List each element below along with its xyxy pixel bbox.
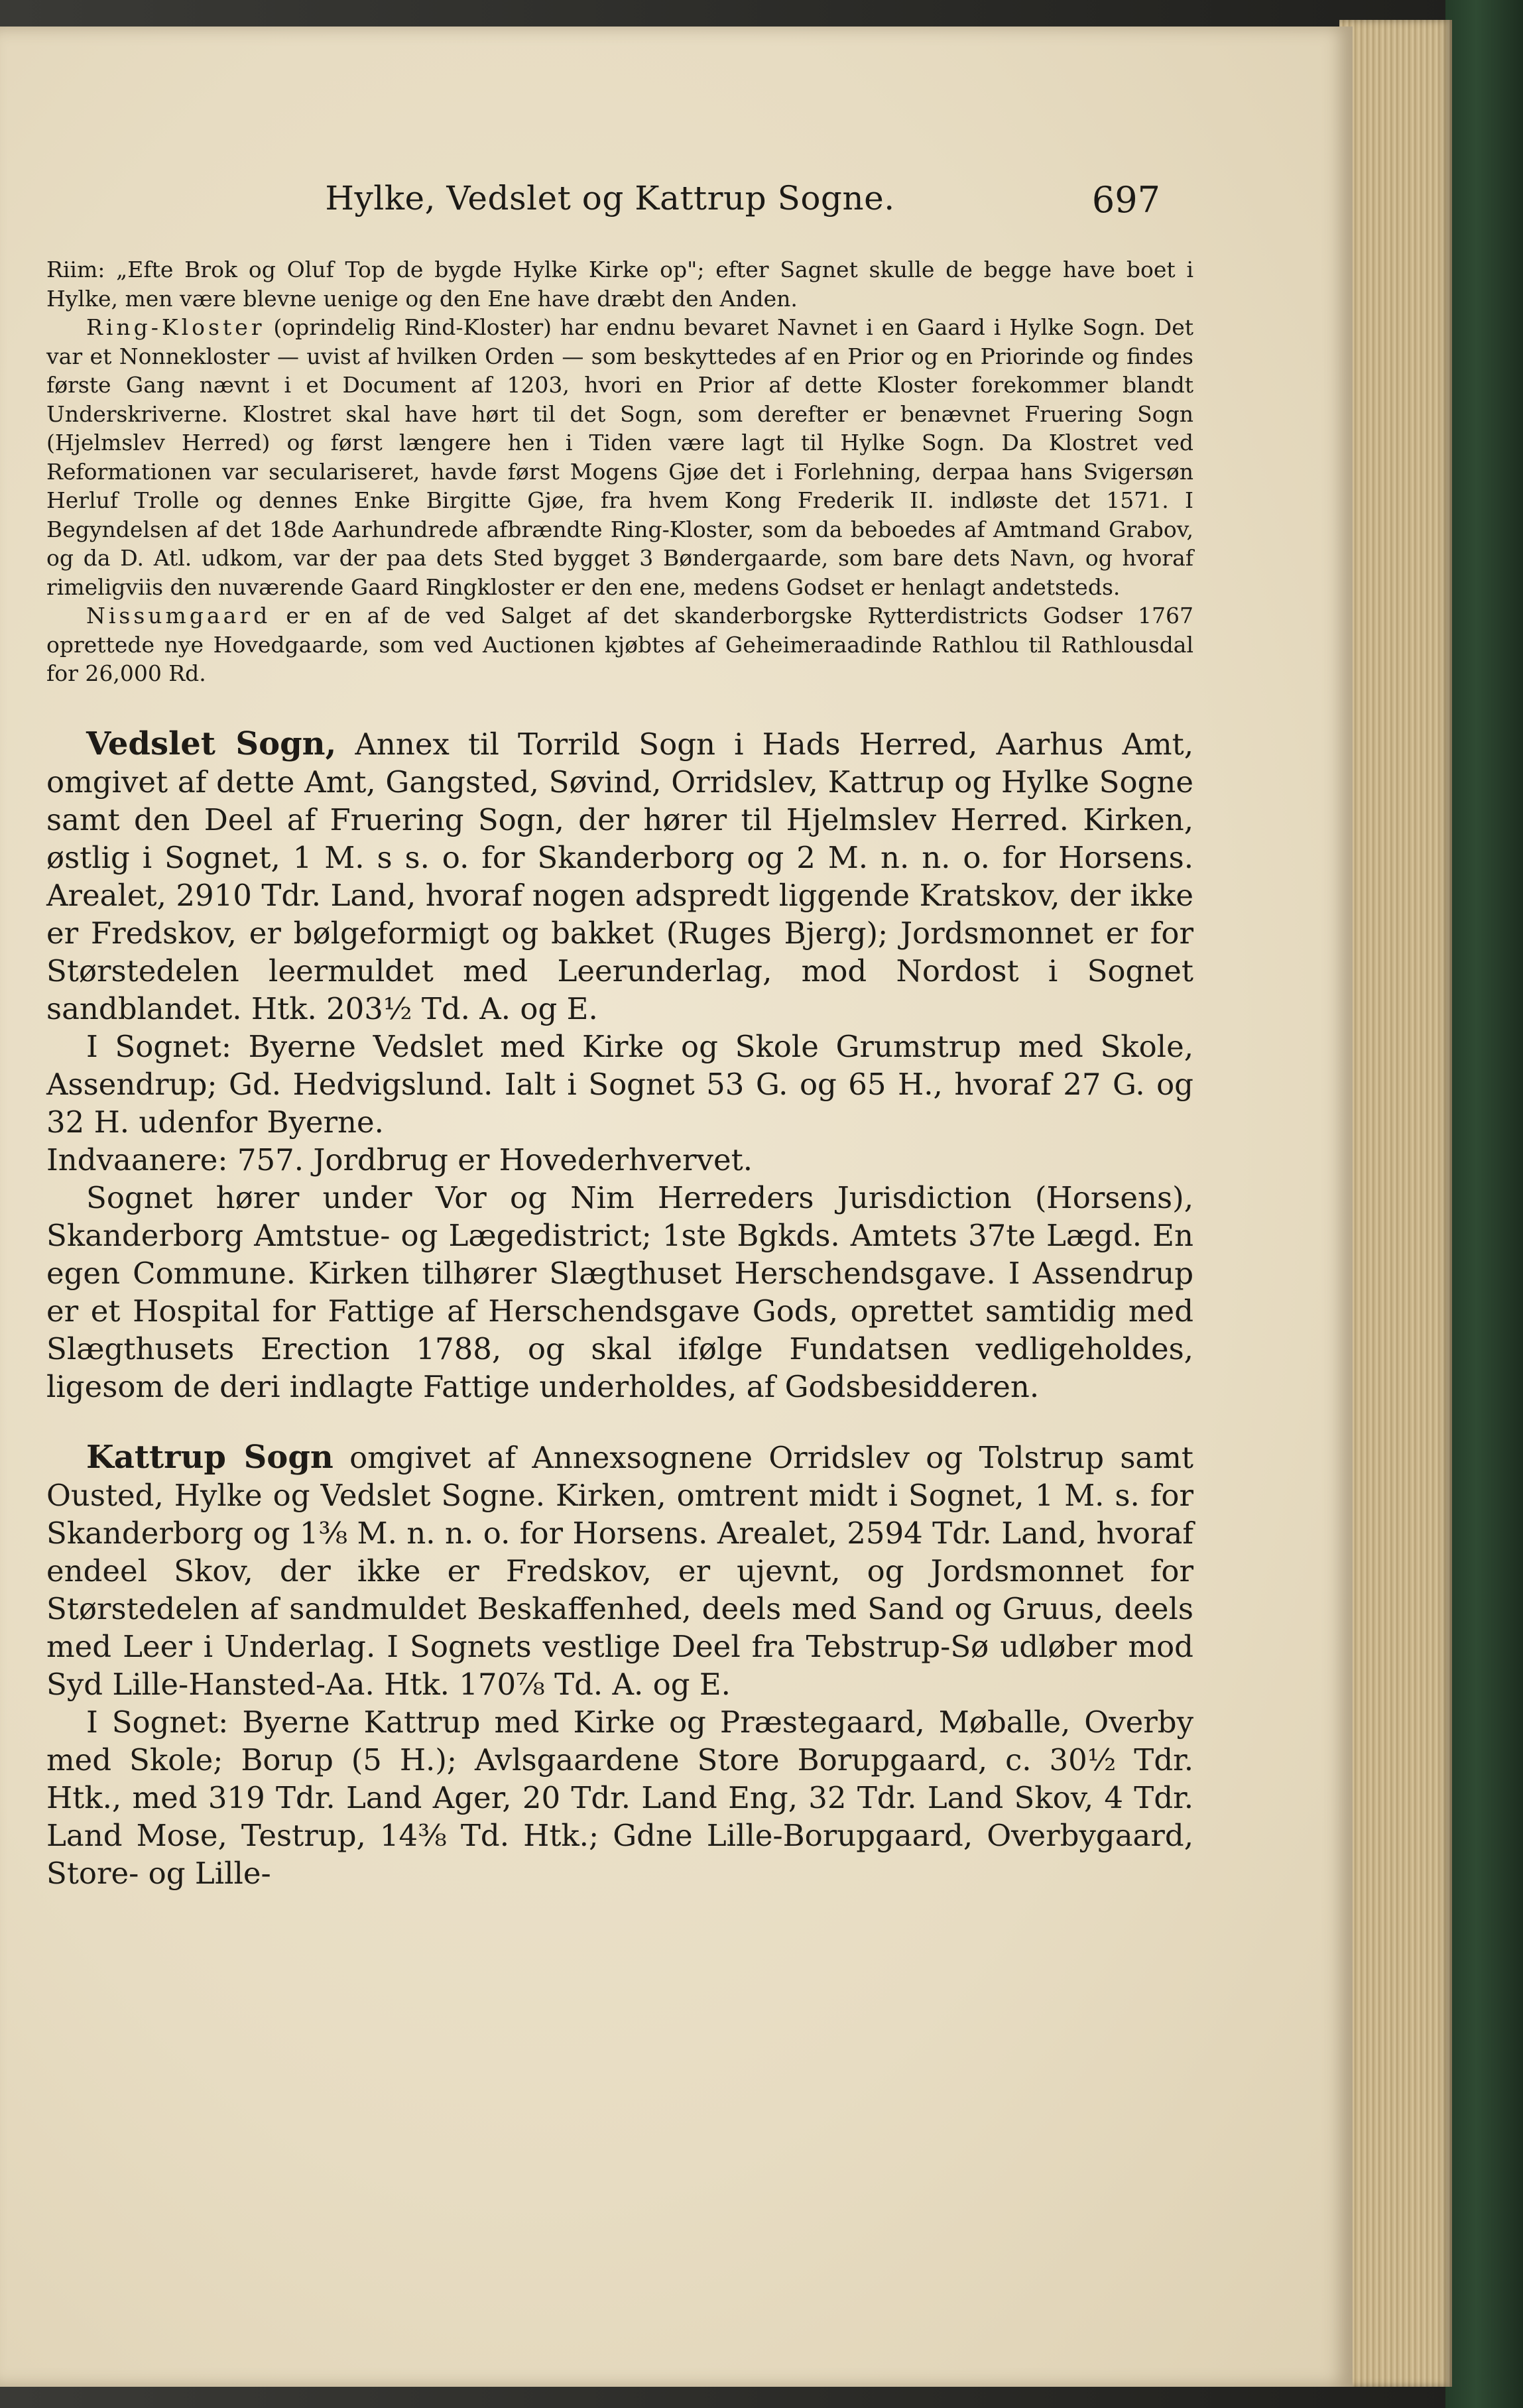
page-header xyxy=(0,179,1233,232)
vedslet-paragraph-2: I Sognet: Byerne Vedslet med Kirke og Skole Grumstrup med Skole, Assendrup; Gd. Hedvigslund. Ialt i Sognet 53 G. og 65 H., hvoraf 27 G. og 32 H. udenfor Byerne. xyxy=(46,1028,1193,1140)
kattrup-text-1: omgivet af Annexsognene Orridslev og Tolstrup samt Ousted, Hylke og Vedslet Sogne. Kirken, omtrent midt i Sognet, 1 M. s. for Skanderborg og 1⅜ M. n. n. o. for Horsens. Arealet, 2594 Tdr. Land, hvoraf endeel Skov, der ikke er Fredskov, er ujevnt, og Jordsmonnet for Størstedelen af sandmuldet Beskaffenhed, deels med Sand og Gruus, deels med Leer i Underlag. I Sognets vestlige Deel fra Tebstrup-Sø udløber mod Syd Lille-Hansted-Aa. Htk. 170⅞ Td. A. og E. xyxy=(46,1439,1193,1702)
book-cover xyxy=(1445,0,1523,2408)
vedslet-title: Vedslet Sogn, xyxy=(86,725,337,762)
book-page xyxy=(0,27,1353,2387)
nissumgaard-term: Nissumgaard xyxy=(86,603,271,629)
running-head: Hylke, Vedslet og Kattrup Sogne. xyxy=(325,179,895,217)
page-edges xyxy=(1339,20,1452,2387)
vedslet-paragraph-4: Sognet hører under Vor og Nim Herreders Jurisdiction (Horsens), Skanderborg Amtstue- og Lægedistrict; 1ste Bgkds. Amtets 37te Lægd. En egen Commune. Kirken tilhører Slægthuset Herschendsgave. I Assendrup er et Hospital for Fattige af Herschendsgave Gods, oprettet samtidig med Slægthusets Erection 1788, og skal ifølge Fundatsen vedligeholdes, ligesom de deri indlagte Fattige underholdes, af Godsbesidderen. xyxy=(46,1179,1193,1404)
vedslet-section xyxy=(46,725,1193,1406)
kattrup-paragraph-2: I Sognet: Byerne Kattrup med Kirke og Præstegaard, Møballe, Overby med Skole; Borup (5 H.); Avlsgaardene Store Borupgaard, c. 30½ Tdr. Htk., med 319 Tdr. Land Ager, 20 Tdr. Land Eng, 32 Tdr. Land Skov, 4 Tdr. Land Mose, Testrup, 14⅜ Td. Htk.; Gdne Lille-Borupgaard, Overbygaard, Store- og Lille- xyxy=(46,1704,1193,1891)
kattrup-title: Kattrup Sogn xyxy=(86,1438,334,1476)
page-number: 697 xyxy=(1091,179,1160,221)
vedslet-paragraph-1 xyxy=(46,725,1193,1028)
vedslet-paragraph-3: Indvaanere: 757. Jordbrug er Hovederhvervet. xyxy=(46,1142,753,1177)
vedslet-text-1: Annex til Torrild Sogn i Hads Herred, Aarhus Amt, omgivet af dette Amt, Gangsted, Søvind, Orridslev, Kattrup og Hylke Sogne samt den Deel af Fruering Sogn, der hører til Hjelmslev Herred. Kirken, østlig i Sognet, 1 M. s s. o. for Skanderborg og 2 M. n. n. o. for Horsens. Arealet, 2910 Tdr. Land, hvoraf nogen adspredt liggende Kratskov, der ikke er Fredskov, er bølgeformigt og bakket (Ruges Bjerg); Jordsmonnet er for Størstedelen leermuldet med Leerunderlag, mod Nordost i Sognet sandblandet. Htk. 203½ Td. A. og E. xyxy=(46,726,1193,1026)
kattrup-paragraph-1 xyxy=(46,1439,1193,1703)
ring-kloster-text: (oprindelig Rind-Kloster) har endnu bevaret Navnet i en Gaard i Hylke Sogn. Det var et Nonnekloster — uvist af hvilken Orden — som beskyttedes af en Prior og en Priorinde og findes første Gang nævnt i et Document af 1203, hvori en Prior af dette Kloster forekommer blandt Underskriverne. Klostret skal have hørt til det Sogn, som derefter er benævnet Fruering Sogn (Hjelmslev Herred) og først længere hen i Tiden være lagt til Hylke Sogn. Da Klostret ved Reformationen var seculariseret, havde først Mogens Gjøe det i Forlehning, derpaa hans Svigersøn Herluf Trolle og dennes Enke Birgitte Gjøe, fra hvem Kong Frederik II. indløste det 1571. I Begyndelsen af det 18de Aarhundrede afbrændte Ring-Kloster, som da beboedes af Amtmand Grabov, og da D. Atl. udkom, var der paa dets Sted bygget 3 Bøndergaarde, som bare dets Navn, og hvoraf rimeligviis den nuværende Gaard Ringkloster er den ene, medens Godset er henlagt andetsteds. xyxy=(46,314,1193,600)
hylke-notes xyxy=(46,255,1193,688)
ring-kloster-term: Ring-Kloster xyxy=(86,314,265,340)
nissumgaard-text: er en af de ved Salget af det skanderborgske Rytterdistricts Godser 1767 oprettede nye Hovedgaarde, som ved Auctionen kjøbtes af Geheimeraadinde Rathlou til Rathlousdal for 26,000 Rd. xyxy=(46,603,1193,686)
hylke-paragraph-2 xyxy=(46,313,1193,601)
text-column xyxy=(46,255,1193,1892)
hylke-paragraph-3 xyxy=(46,601,1193,688)
kattrup-section xyxy=(46,1439,1193,1892)
hylke-paragraph-1: Riim: „Efte Brok og Oluf Top de bygde Hylke Kirke op"; efter Sagnet skulle de begge have boet i Hylke, men være blevne uenige og den Ene have dræbt den Anden. xyxy=(46,257,1193,312)
